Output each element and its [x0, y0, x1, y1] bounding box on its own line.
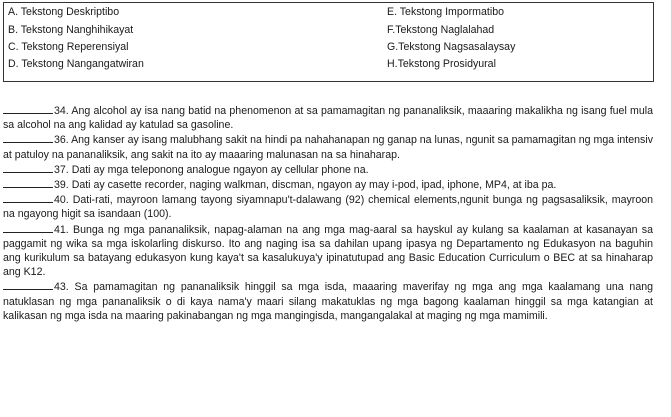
answer-blank[interactable]	[3, 177, 53, 188]
question-item	[3, 103, 653, 132]
choice-d: D. Tekstong Nangangatwiran	[8, 58, 144, 70]
question-text: Dati-rati, mayroon lamang tayong siyamnapu't-dalawang (92) chemical elements,ngunit bunga ng pagsasaliksik, mayroon na ngayong higit sa isandaan (100).	[3, 194, 653, 221]
answer-blank[interactable]	[3, 132, 53, 143]
question-number: 40.	[54, 194, 69, 207]
choice-g: G.Tekstong Nagsasalaysay	[387, 41, 516, 53]
answer-blank[interactable]	[3, 162, 53, 173]
choice-f: F.Tekstong Naglalahad	[387, 24, 495, 36]
question-number: 39.	[54, 179, 69, 192]
choices-box	[3, 2, 654, 82]
question-item	[3, 162, 653, 177]
choice-e: E. Tekstong Impormatibo	[387, 6, 504, 18]
question-text: Dati ay mga teleponong analogue ngayon ay cellular phone na.	[71, 163, 369, 176]
question-item	[3, 177, 653, 192]
question-text: Dati ay casette recorder, naging walkman, discman, ngayon ay may i-pod, ipad, iphone, MP4, at iba pa.	[71, 179, 557, 192]
answer-blank[interactable]	[3, 222, 53, 233]
choice-c: C. Tekstong Reperensiyal	[8, 41, 129, 53]
question-number: 37.	[54, 163, 69, 176]
question-text: Sa pamamagitan ng pananaliksik hinggil sa mga isda, maaaring maverifay ng mga ang mga kaalamang una nang natuklasan ng mga pananaliksik o di kaya nama'y maari silang makatuklas ng mga bagong kaalaman hinggil sa mga katangian at kalikasan ng mga isda na maaring pakinabangan ng mga mangingisda, mangangalakal at maging ng mga mamimili.	[3, 281, 653, 322]
answer-blank[interactable]	[3, 192, 53, 203]
question-text: Ang kanser ay isang malubhang sakit na hindi pa nahahanapan ng ganap na lunas, ngunit sa pamamagitan ng mga intensiv at patuloy na pananaliksik, ang sakit na ito ay maaaring malunasan na sa hinaharap.	[3, 134, 653, 161]
question-item	[3, 132, 653, 161]
question-number: 36.	[54, 134, 69, 147]
question-text: Ang alcohol ay isa nang batid na phenomenon at sa pamamagitan ng pananaliksik, maaaring makalikha ng isang fuel mula sa alcohol na ang kalidad ay katulad sa gasoline.	[3, 105, 653, 132]
question-list	[3, 103, 653, 323]
question-number: 41.	[54, 223, 69, 236]
question-item	[3, 222, 653, 280]
question-text: Bunga ng mga pananaliksik, napag-alaman na ang mga mag-aaral sa hayskul ay kulang sa kaalaman at kasanayan sa paggamit ng wika sa mga iskolarling diskurso. Ito ang naging isa sa dahilan upang ipasya ng Departamento ng Edukasyon na baguhin ang kurikulum sa batayang edukasyon kung kaya't sa kasalukuya'y ipinatutupad ang Basic Education Curriculum o BEC at sa hinaharap ang K12.	[3, 223, 653, 279]
answer-blank[interactable]	[3, 279, 53, 290]
question-number: 34.	[54, 105, 69, 117]
question-number: 43.	[54, 281, 69, 294]
choice-a: A. Tekstong Deskriptibo	[8, 6, 120, 18]
question-item	[3, 279, 653, 323]
question-item	[3, 192, 653, 221]
choice-h: H.Tekstong Prosidyural	[387, 58, 496, 70]
choice-b: B. Tekstong Nanghihikayat	[8, 24, 134, 36]
answer-blank[interactable]	[3, 103, 53, 114]
